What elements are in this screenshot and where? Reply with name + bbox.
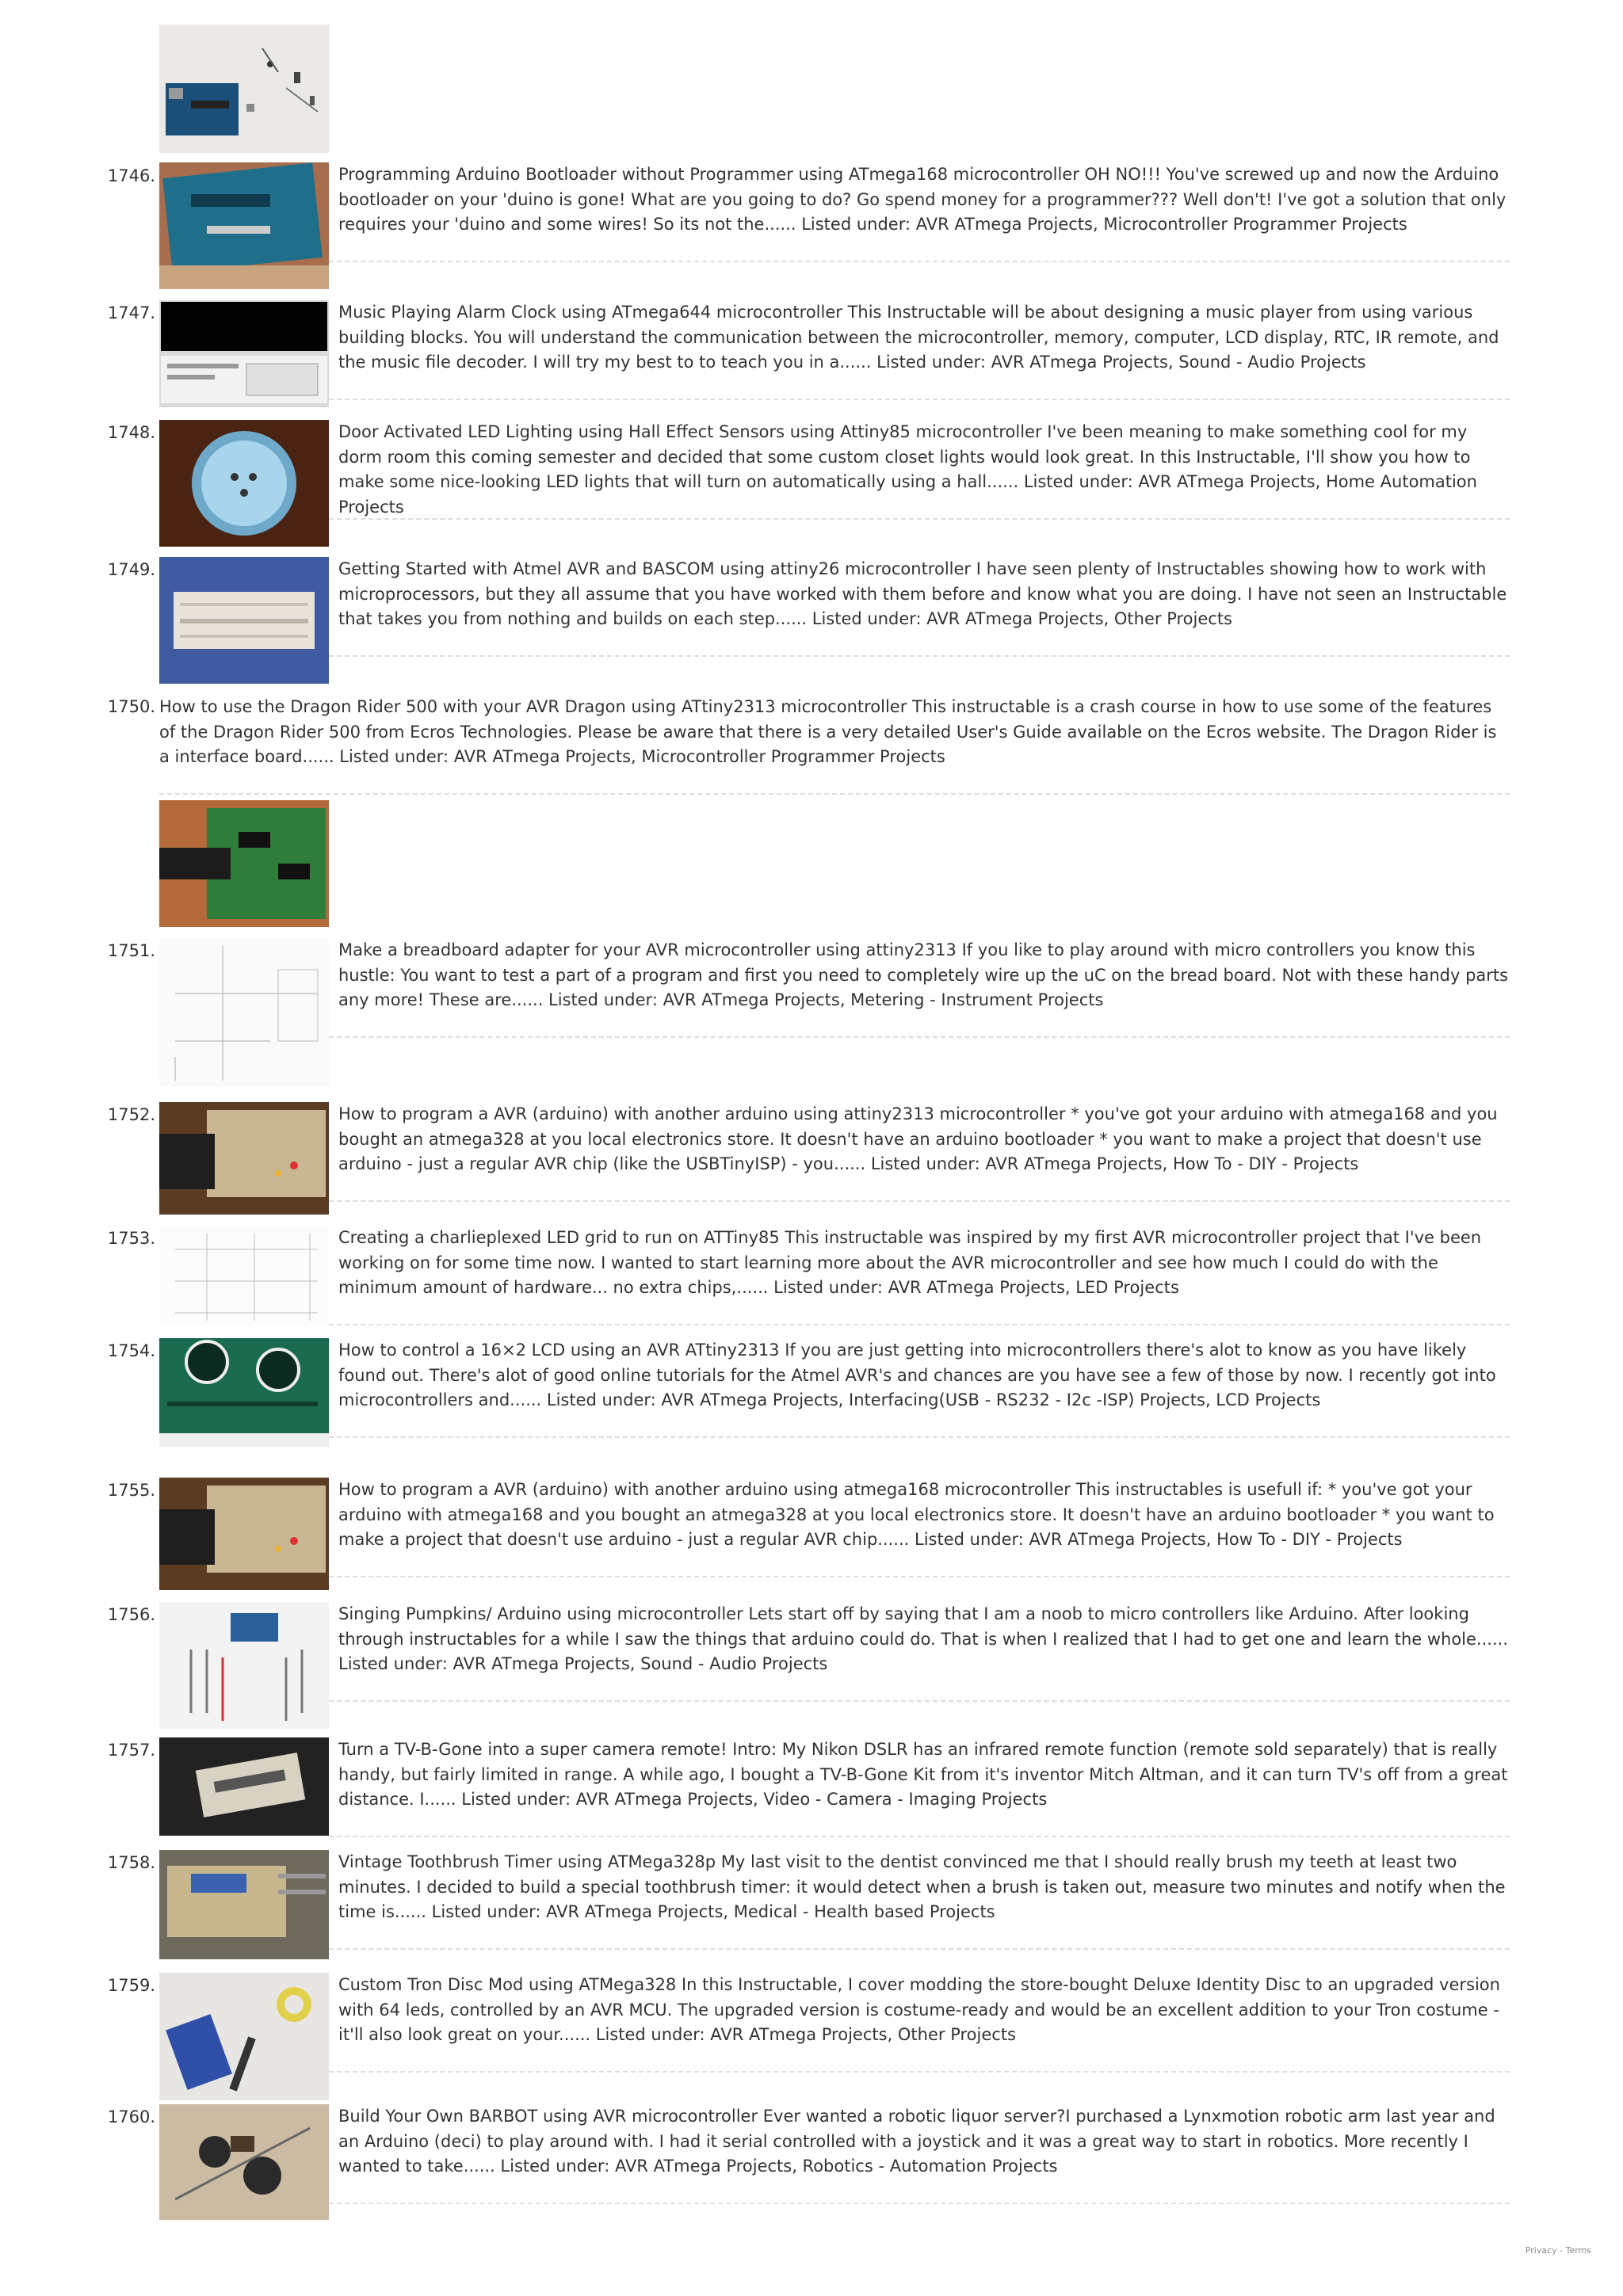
entry-number: 1757. <box>107 1741 155 1760</box>
entry-description[interactable]: Singing Pumpkins/ Arduino using microcontroller Lets start off by saying that I am a noob to micro controllers like Arduino. After looking through instructables for a while I saw the things that arduino could do. That is when I realized that I had to get one and learn the whole...... Listed under: AVR ATmega Projects, Sound - Audio Projects <box>338 1604 1508 1673</box>
entry-number: 1750. <box>107 697 155 716</box>
separator <box>329 1836 1510 1837</box>
thumbnail-image[interactable] <box>159 2104 329 2220</box>
thumbnail-image[interactable] <box>159 1850 329 1959</box>
entry-number: 1756. <box>107 1605 155 1624</box>
entry-description[interactable]: Make a breadboard adapter for your AVR microcontroller using attiny2313 If you like to play around with micro controllers you know this hustle: You want to test a part of a program and first you need to completely wire up the uC on the bread board. Not with these handy parts any more! These are...... Listed under: AVR ATmega Projects, Metering - Instrument Projects <box>338 940 1509 1009</box>
entry-description[interactable]: Custom Tron Disc Mod using ATMega328 In this Instructable, I cover modding the store-bought Deluxe Identity Disc to an upgraded version with 64 leds, controlled by an AVR MCU. The upgraded version is costume-ready and would be an excellent addition to your Tron costume - it'll also look great on your...... Listed under: AVR ATmega Projects, Other Projects <box>338 1975 1500 2044</box>
entry-number: 1759. <box>107 1976 155 1995</box>
separator <box>329 1948 1510 1950</box>
entry-description[interactable]: Door Activated LED Lighting using Hall Effect Sensors using Attiny85 microcontroller I've been meaning to make something cool for my dorm room this coming semester and decided that some custom closet lights would look great. In this Instructable, I'll show you how to make some nice-looking LED lights that will turn on automatically using a hall...... Listed under: AVR ATmega Projects, Home Automation Projects <box>338 422 1477 517</box>
terms-link[interactable]: Terms <box>1565 2245 1591 2256</box>
thumbnail-image[interactable] <box>159 1102 329 1215</box>
thumbnail-image[interactable] <box>159 420 329 547</box>
entry-number: 1749. <box>107 560 155 579</box>
separator <box>329 2203 1510 2204</box>
entry-description[interactable]: How to use the Dragon Rider 500 with your AVR Dragon using ATtiny2313 microcontroller This instructable is a crash course in how to use some of the features of the Dragon Rider 500 from Ecros Technologies. Please be aware that there is a very detailed User's Guide available on the Ecros website. The Dragon Rider is a interface board...... Listed under: AVR ATmega Projects, Microcontroller Programmer Projects <box>159 697 1497 766</box>
separator <box>329 1700 1510 1702</box>
entry-number: 1752. <box>107 1105 155 1124</box>
thumbnail-image[interactable] <box>159 162 329 289</box>
separator <box>329 1200 1510 1202</box>
separator <box>329 655 1510 657</box>
separator <box>329 261 1510 262</box>
thumbnail-image[interactable] <box>159 1338 329 1447</box>
entry-description[interactable]: How to program a AVR (arduino) with another arduino using atmega168 microcontroller This instructables is usefull if: * you've got your arduino with atmega168 and you bought an atmega328 at you local electronics store. It doesn't have an arduino bootloader * you want to make a project that doesn't use arduino - just a regular AVR chip...... Listed under: AVR ATmega Projects, How To - DIY - Projects <box>338 1480 1495 1549</box>
entry-number: 1746. <box>107 166 155 185</box>
recaptcha-footer <box>1526 2245 1591 2256</box>
separator <box>159 793 1510 795</box>
separator <box>329 1576 1510 1577</box>
entry-description[interactable]: Getting Started with Atmel AVR and BASCOM using attiny26 microcontroller I have seen plenty of Instructables showing how to work with microprocessors, but they all assume that you have worked with them before and know what you are doing. I have not seen an Instructable that takes you from nothing and builds on each step...... Listed under: AVR ATmega Projects, Other Projects <box>338 559 1507 628</box>
entry-description[interactable]: Vintage Toothbrush Timer using ATMega328p My last visit to the dentist convinced me that I should really brush my teeth at least two minutes. I decided to build a special toothbrush timer: it would detect when a brush is taken out, measure two minutes and notify when the time is...... Listed under: AVR ATmega Projects, Medical - Health based Projects <box>338 1852 1506 1921</box>
separator <box>329 399 1510 400</box>
separator <box>329 1324 1510 1325</box>
entry-description[interactable]: Build Your Own BARBOT using AVR microcontroller Ever wanted a robotic liquor server?I purchased a Lynxmotion robotic arm last year and an Arduino (deci) to play around with. I had it serial controlled with a joystick and it was a great way to start in robotics. More recently I wanted to take...... Listed under: AVR ATmega Projects, Robotics - Automation Projects <box>338 2107 1495 2176</box>
thumbnail-image[interactable] <box>159 938 329 1087</box>
entry-description[interactable]: Music Playing Alarm Clock using ATmega644 microcontroller This Instructable will be about designing a music player from using various building blocks. You will understand the communication between the microcontroller, memory, computer, LCD display, RTC, IR remote, and the music file decoder. I will try my best to to teach you in a...... Listed under: AVR ATmega Projects, Sound - Audio Projects <box>338 303 1499 372</box>
thumbnail-image[interactable] <box>159 800 329 927</box>
entry-number: 1753. <box>107 1229 155 1248</box>
thumbnail-image[interactable] <box>159 1737 329 1836</box>
entry-number: 1747. <box>107 303 155 322</box>
thumbnail-image[interactable] <box>159 557 329 684</box>
entry-number: 1755. <box>107 1481 155 1500</box>
separator <box>329 518 1510 520</box>
thumbnail-image[interactable] <box>159 1602 329 1729</box>
entry-number: 1754. <box>107 1341 155 1360</box>
separator <box>329 2071 1510 2073</box>
separator <box>329 1436 1510 1438</box>
entry-description[interactable]: How to control a 16×2 LCD using an AVR ATtiny2313 If you are just getting into microcontrollers there's alot to know as you have likely found out. There's alot of good online tutorials for the Atmel AVR's and chances are you have see a few of those by now. I recently got into microcontrollers and...... Listed under: AVR ATmega Projects, Interfacing(USB - RS232 - I2c -ISP) Projects, LCD Projects <box>338 1341 1496 1409</box>
privacy-link[interactable]: Privacy <box>1525 2245 1557 2256</box>
entry-description[interactable]: How to program a AVR (arduino) with another arduino using attiny2313 microcontroller * you've got your arduino with atmega168 and you bought an atmega328 at you local electronics store. It doesn't have an arduino bootloader * you want to make a project that doesn't use arduino - just a regular AVR chip (like the USBTinyISP) - you...... Listed under: AVR ATmega Projects, How To - DIY - Projects <box>338 1104 1498 1173</box>
thumbnail-image[interactable] <box>159 1973 329 2100</box>
thumbnail-arduino-parts[interactable] <box>159 25 329 153</box>
entry-description[interactable]: Programming Arduino Bootloader without Programmer using ATmega168 microcontroller OH NO!!! You've screwed up and now the Arduino bootloader on your 'duino is gone! What are you going to do? Go spend money for a programmer??? Well don't! I've got a solution that only requires your 'duino and some wires! So its not the...... Listed under: AVR ATmega Projects, Microcontroller Programmer Projects <box>338 165 1507 234</box>
entry-description[interactable]: Turn a TV-B-Gone into a super camera remote! Intro: My Nikon DSLR has an infrared remote function (remote sold separately) that is really handy, but fairly limited in range. A while ago, I bought a TV-B-Gone Kit from it's inventor Mitch Altman, and it can turn TV's off from a great distance. I...... Listed under: AVR ATmega Projects, Video - Camera - Imaging Projects <box>338 1740 1508 1809</box>
entry-number: 1748. <box>107 423 155 442</box>
thumbnail-image[interactable] <box>159 1478 329 1590</box>
entry-number: 1751. <box>107 941 155 960</box>
thumbnail-image[interactable] <box>159 300 329 407</box>
footer-separator: - <box>1556 2245 1566 2256</box>
separator <box>329 1036 1510 1038</box>
thumbnail-image[interactable] <box>159 1226 329 1325</box>
entry-number: 1758. <box>107 1853 155 1872</box>
entry-description[interactable]: Creating a charlieplexed LED grid to run on ATTiny85 This instructable was inspired by my first AVR microcontroller project that I've been working on for some time now. I wanted to start learning more about the AVR microcontroller and see how much I could do with the minimum amount of hardware... no extra chips,...... Listed under: AVR ATmega Projects, LED Projects <box>338 1228 1482 1297</box>
entry-number: 1760. <box>107 2107 155 2126</box>
